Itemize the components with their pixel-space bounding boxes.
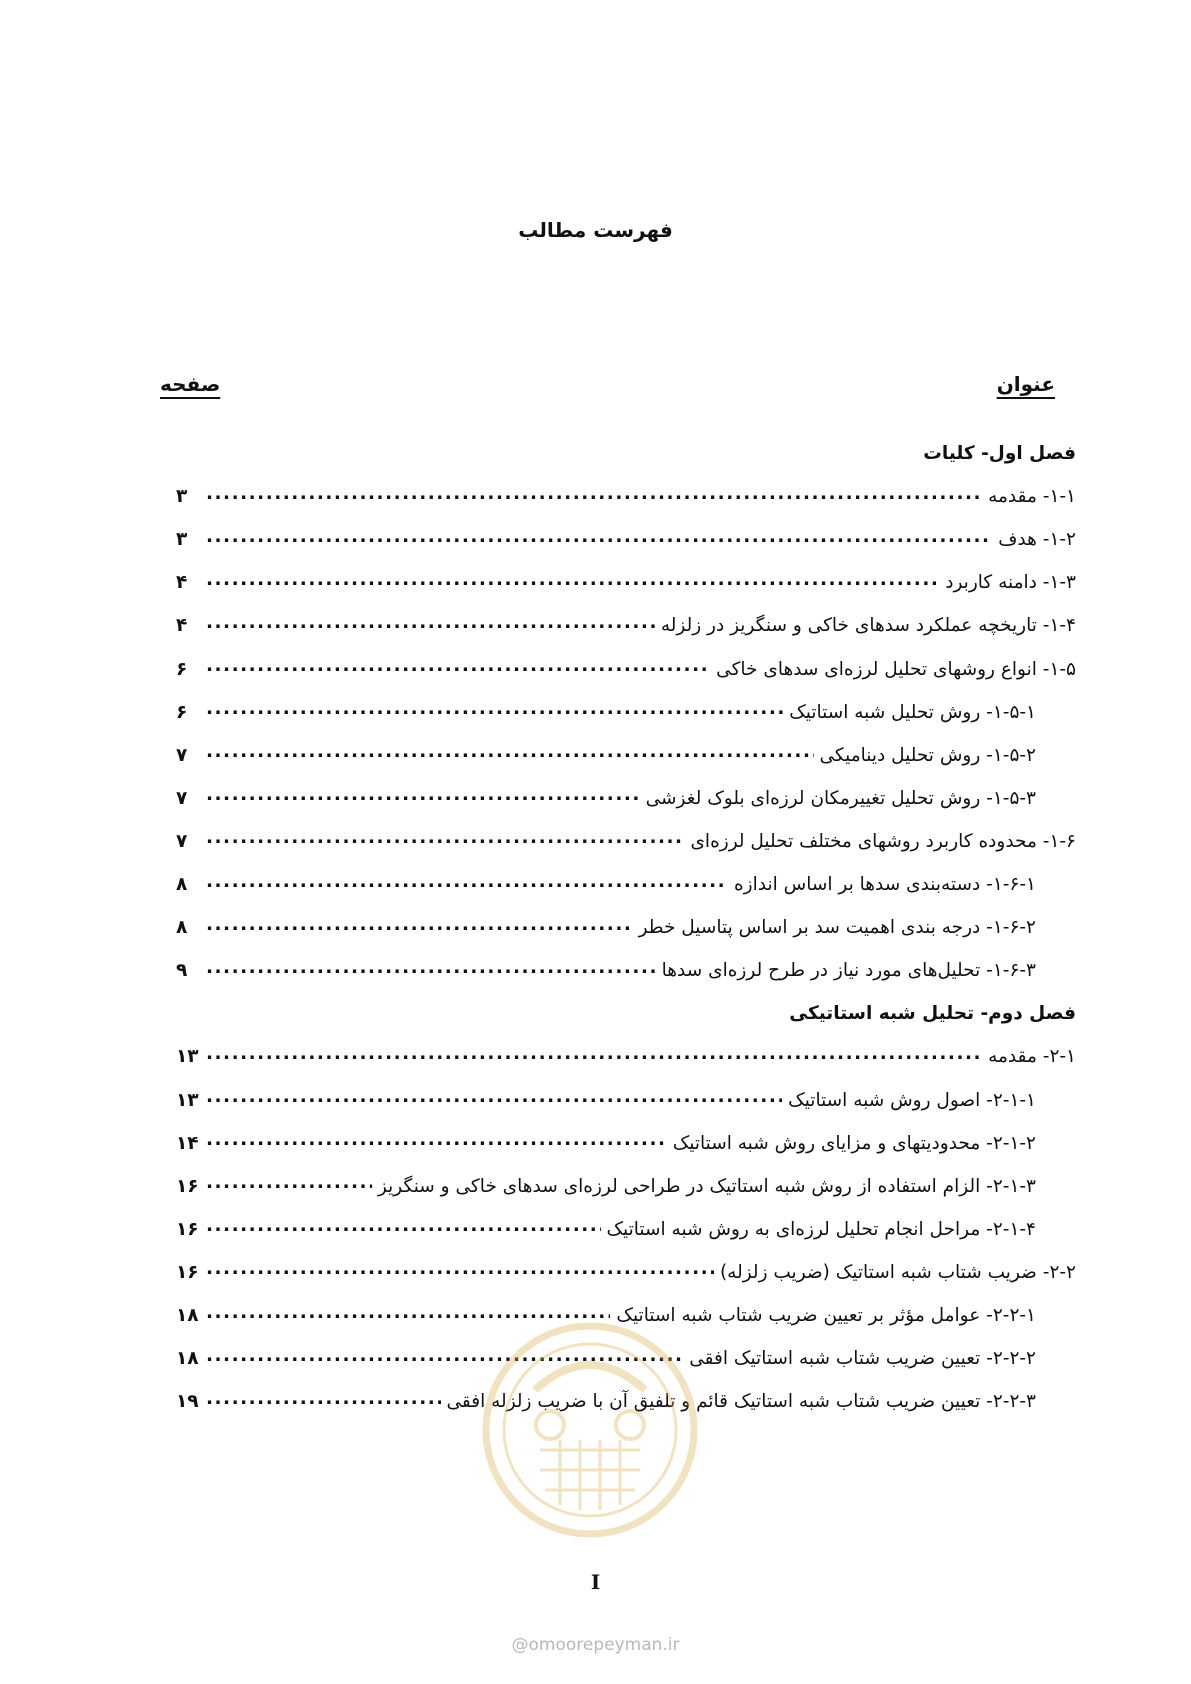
toc-dot-leader — [206, 657, 710, 680]
toc-entry-title: ۲-۲-۳- تعیین ضریب شتاب شبه استاتیک قائم و تلفیق آن با ضریب زلزله افقی — [446, 1391, 1036, 1413]
toc-entry-title: فصل دوم- تحلیل شبه استاتیکی — [789, 1003, 1076, 1025]
toc-entry-title: ۲-۱- مقدمه — [988, 1046, 1076, 1068]
toc-page-number: ۷ — [176, 787, 188, 809]
toc-page-number: ۱۸ — [176, 1305, 199, 1326]
toc-entry-title: ۱-۶-۲- درجه بندی اهمیت سد بر اساس پتاسیل خطر — [638, 917, 1036, 939]
toc-page-number: ۶ — [176, 658, 188, 680]
toc-page-number: ۴ — [176, 615, 188, 637]
toc-entry — [176, 1249, 1076, 1283]
toc-dot-leader — [206, 1174, 372, 1197]
toc-entry-title: ۱-۶- محدوده کاربرد روشهای مختلف تحلیل لرزه‌ای — [690, 830, 1076, 852]
toc-entry-title: ۱-۵-۳- روش تحلیل تغییرمکان لرزه‌ای بلوک لغزشی — [645, 787, 1036, 809]
toc-chapter-heading — [176, 430, 1076, 464]
toc-page-number: ۸ — [176, 874, 188, 895]
toc-chapter-heading — [176, 990, 1076, 1024]
toc-dot-leader — [206, 1131, 667, 1154]
toc-dot-leader — [206, 528, 992, 551]
toc-entry — [176, 516, 1076, 550]
toc-dot-leader — [206, 873, 728, 896]
toc-entry — [176, 775, 1036, 809]
toc-dot-leader — [206, 959, 656, 982]
publisher-seal-watermark — [480, 1320, 700, 1540]
toc-page-number: ۳ — [176, 529, 188, 551]
column-header-page: صفحه — [160, 372, 221, 396]
toc-dot-leader — [206, 1088, 782, 1111]
toc-entry — [176, 1163, 1036, 1197]
toc-page-number: ۱۶ — [176, 1175, 199, 1197]
toc-page-number: ۱۴ — [176, 1132, 199, 1154]
toc-entry — [176, 1206, 1036, 1240]
toc-dot-leader — [206, 743, 814, 766]
toc-dot-leader — [206, 1260, 714, 1283]
toc-entry-title: ۱-۳- دامنه کاربرد — [945, 572, 1076, 594]
toc-entry — [176, 904, 1036, 938]
toc-dot-leader — [206, 916, 633, 939]
toc-page-number: ۹ — [176, 960, 188, 982]
toc-page-number: ۷ — [176, 744, 188, 766]
toc-entry-title: ۱-۶-۱- دسته‌بندی سدها بر اساس اندازه — [733, 874, 1036, 895]
toc-page-number: ۱۶ — [176, 1261, 199, 1283]
toc-entry — [176, 1120, 1036, 1154]
toc-entry-title: ۲-۱-۴- مراحل انجام تحلیل لرزه‌ای به روش شبه استاتیک — [606, 1218, 1036, 1240]
toc-entry — [176, 818, 1076, 852]
toc-page-number: ۷ — [176, 830, 188, 852]
toc-page-number: ۱۸ — [176, 1348, 199, 1370]
watermark-site: @omoorepeyman.ir — [511, 1635, 680, 1655]
toc-entry — [176, 1077, 1036, 1111]
toc-entry-title: ۱-۵-۱- روش تحلیل شبه استاتیک — [789, 701, 1036, 723]
toc-dot-leader — [206, 1217, 601, 1240]
toc-dot-leader — [206, 786, 640, 809]
toc-entry — [176, 646, 1076, 680]
toc-entry-title: فصل اول- کلیات — [923, 443, 1076, 464]
toc-entry-title: ۱-۵-۲- روش تحلیل دینامیکی — [819, 744, 1036, 766]
toc-entry-title: ۱-۲- هدف — [998, 529, 1076, 551]
toc-dot-leader — [206, 1045, 982, 1068]
toc-entry-title: ۲-۲- ضریب شتاب شبه استاتیک (ضریب زلزله) — [719, 1261, 1076, 1283]
toc-page-number: ۱۶ — [176, 1218, 199, 1240]
toc-dot-leader — [206, 700, 783, 723]
toc-entry-title: ۲-۱-۲- محدودیتهای و مزایای روش شبه استاتیک — [672, 1132, 1036, 1154]
toc-entry-title: ۲-۲-۲- تعیین ضریب شتاب شبه استاتیک افقی — [689, 1348, 1036, 1370]
toc-dot-leader — [206, 614, 655, 637]
toc-dot-leader — [206, 485, 982, 508]
toc-entry — [176, 947, 1036, 981]
toc-dot-leader — [206, 571, 939, 594]
toc-page-number: ۸ — [176, 917, 188, 939]
toc-page-number: ۱۳ — [176, 1089, 199, 1111]
toc-page-number: ۳ — [176, 486, 188, 508]
toc-page-number: ۶ — [176, 701, 188, 723]
toc-dot-leader — [206, 1390, 441, 1413]
column-header-title: عنوان — [996, 372, 1055, 396]
toc-dot-leader — [206, 829, 684, 852]
toc-entry — [176, 473, 1076, 507]
page-number: I — [590, 1570, 601, 1594]
toc-entry — [176, 602, 1076, 636]
toc-entry-title: ۱-۴- تاریخچه عملکرد سدهای خاکی و سنگریز در زلزله — [660, 615, 1076, 637]
toc-page-number: ۱۹ — [176, 1391, 199, 1413]
toc-page-number: ۴ — [176, 572, 188, 594]
toc-page-number: ۱۳ — [176, 1046, 199, 1068]
page-title: فهرست مطالب — [518, 218, 673, 242]
toc-entry-title: ۱-۶-۳- تحلیل‌های مورد نیاز در طرح لرزه‌ای سدها — [661, 960, 1036, 982]
toc-entry — [176, 732, 1036, 766]
toc-entry-title: ۲-۱-۳- الزام استفاده از روش شبه استاتیک در طراحی لرزه‌ای سدهای خاکی و سنگریز — [377, 1175, 1036, 1197]
toc-entry — [176, 861, 1036, 895]
toc-entry-title: ۲-۱-۱- اصول روش شبه استاتیک — [788, 1089, 1036, 1111]
toc-entry-title: ۲-۲-۱- عوامل مؤثر بر تعیین ضریب شتاب شبه استاتیک — [616, 1305, 1036, 1326]
toc-entry — [176, 1033, 1076, 1067]
toc-entry-title: ۱-۵- انواع روشهای تحلیل لرزه‌ای سدهای خاکی — [716, 658, 1076, 680]
toc-entry — [176, 689, 1036, 723]
toc-entry — [176, 559, 1076, 593]
toc-entry-title: ۱-۱- مقدمه — [988, 486, 1076, 508]
